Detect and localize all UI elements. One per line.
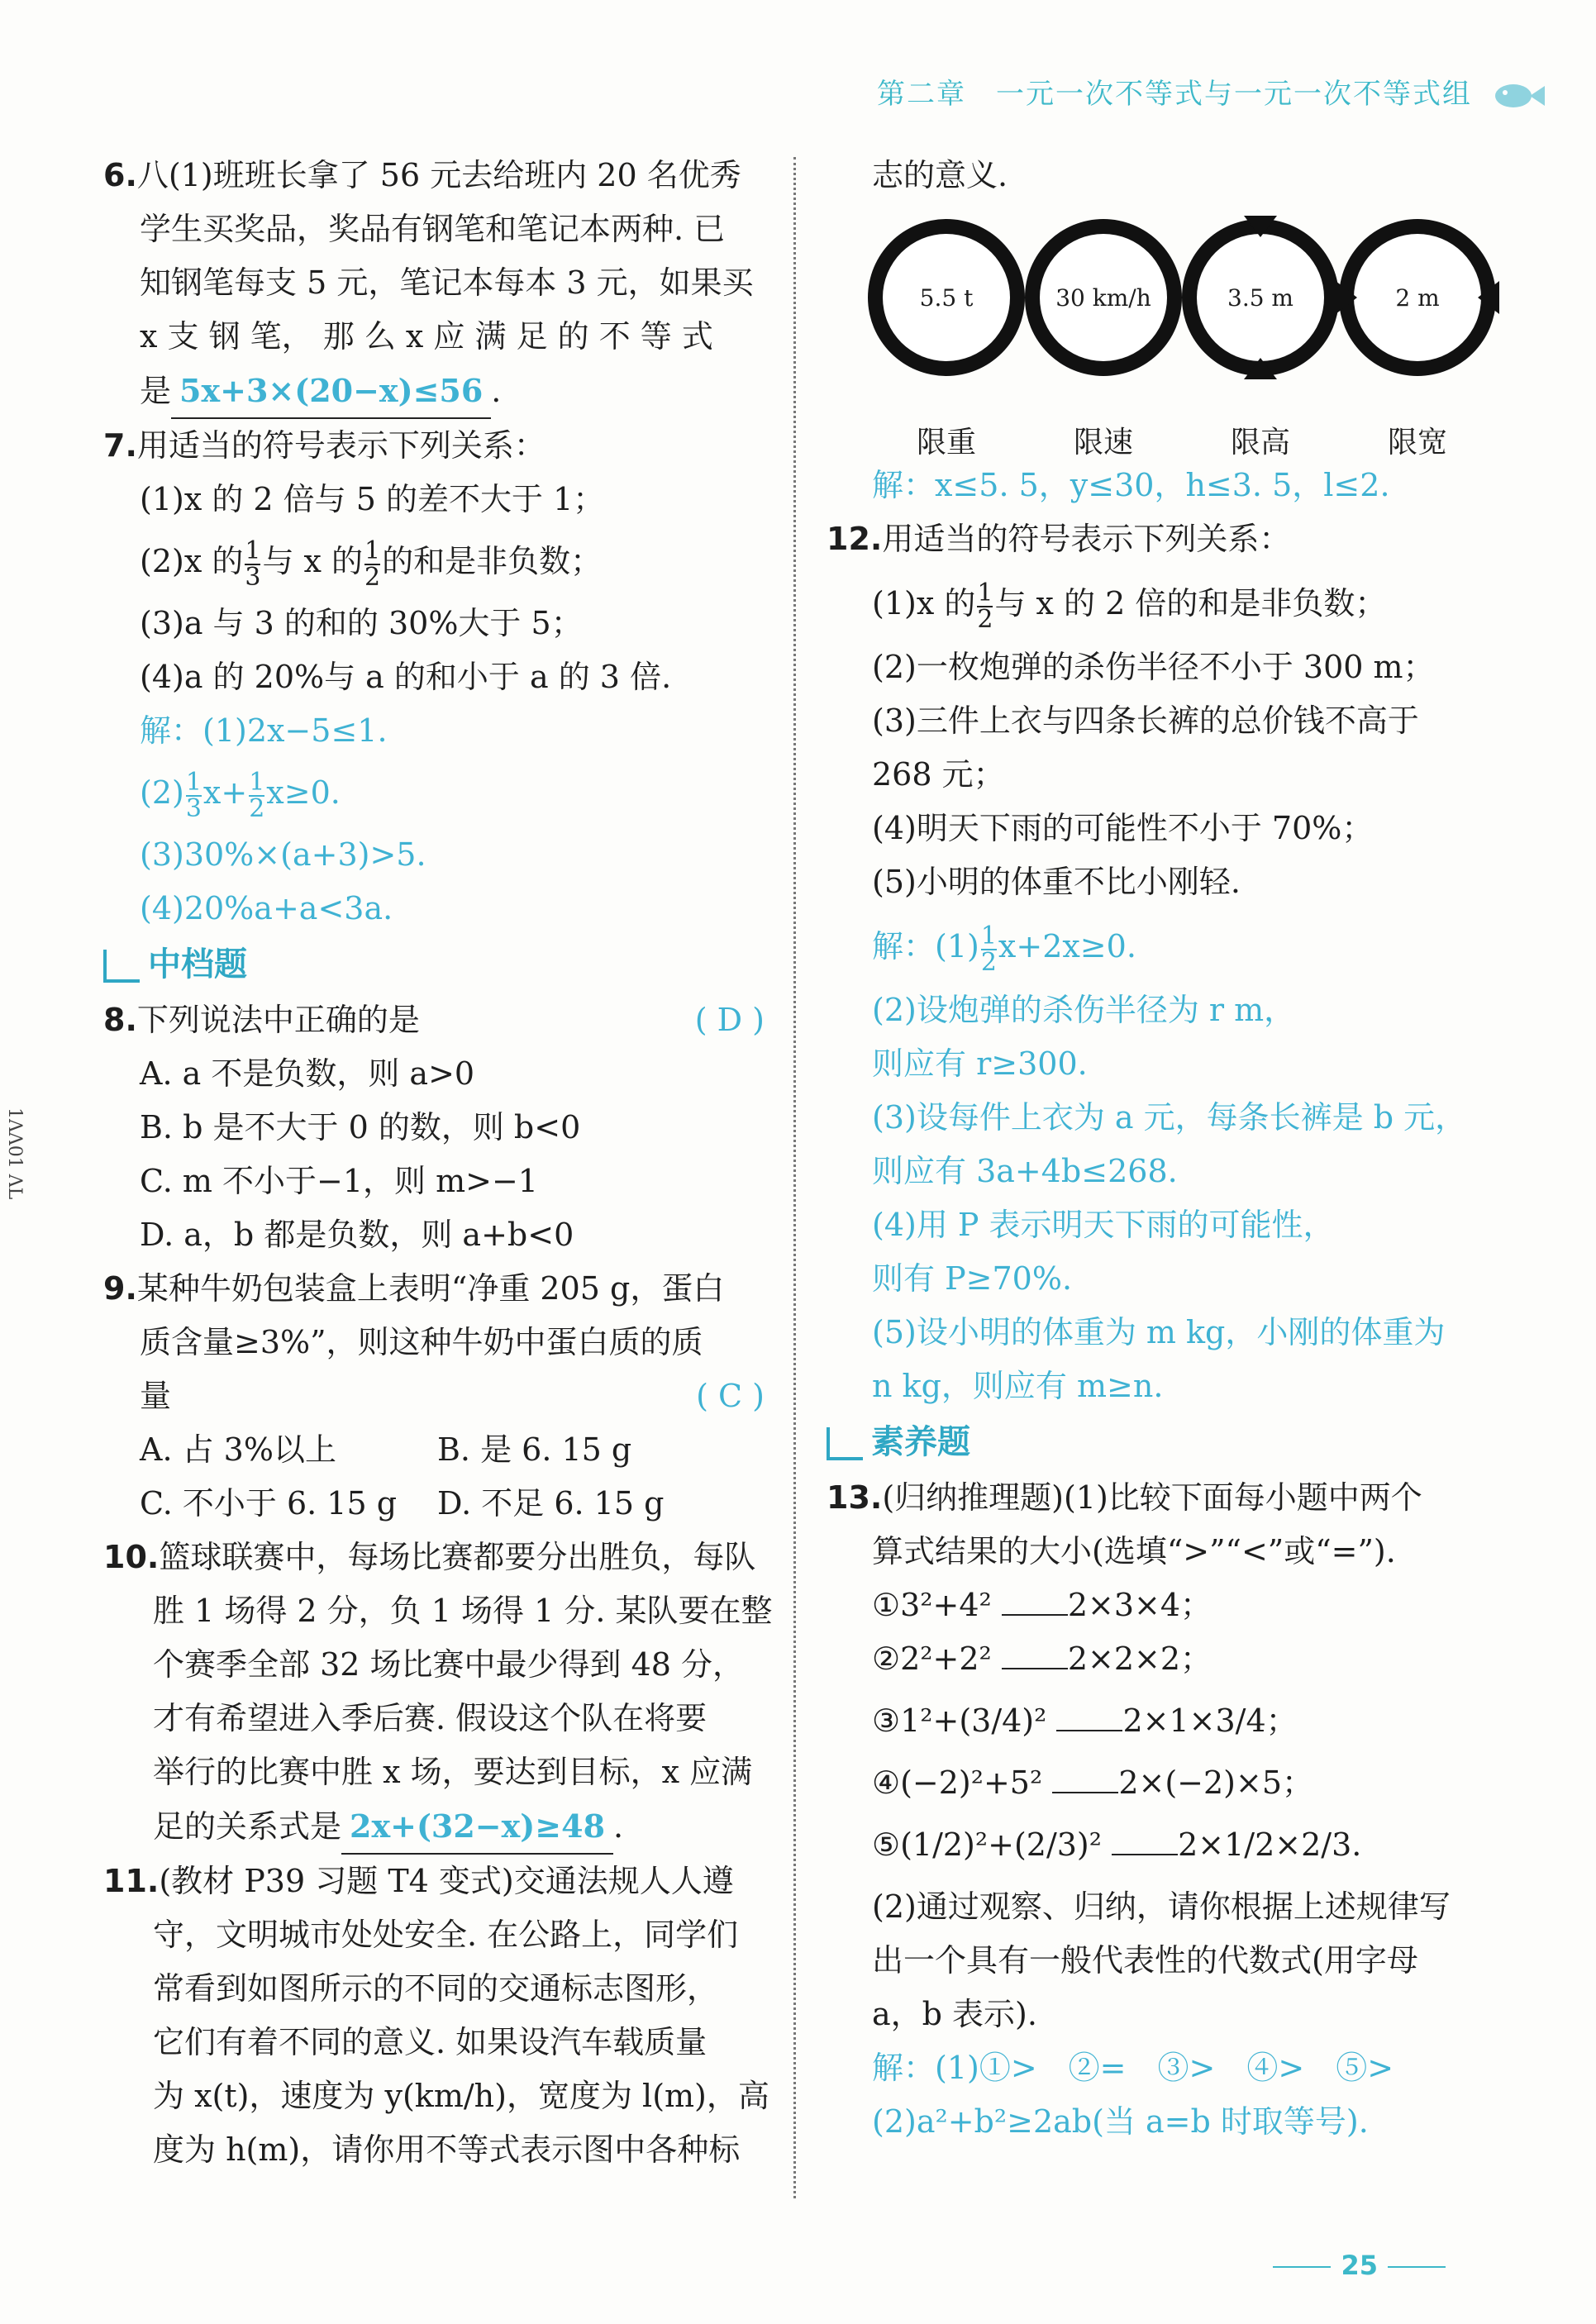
sign-caption: 限宽 (1387, 426, 1447, 460)
side-print-mark: 1ΛΛ01 ΛL (4, 1107, 25, 1200)
q12-sub: (3)三件上衣与四条长裤的总价钱不高于 (872, 702, 1419, 739)
q8-answer: ( D ) (694, 1002, 765, 1038)
q9-option: C. 不小于 6. 15 g (140, 1485, 398, 1522)
q7-sub: (1)x 的 2 倍与 5 的差不大于 1； (140, 481, 605, 517)
sign-text: 30 km/h (1040, 234, 1167, 361)
q13-solution: (2)a²+b²≥2ab(当 a=b 时取等号). (872, 2103, 1369, 2140)
q12-solution: n kg，则应有 m≥n. (872, 1368, 1164, 1404)
q11-number: 11. (103, 1863, 160, 1899)
q13-expr: ②2²+2² (872, 1641, 992, 1677)
q13-line: a，b 表示). (872, 1996, 1037, 2032)
q13-line: (归纳推理题)(1)比较下面每小题中两个 (882, 1479, 1422, 1516)
question-13 (827, 1471, 1488, 2149)
fraction: $\frac{1}{2}$ (980, 921, 997, 977)
q13-solution: 解：(1)①> ②= ③> ④> ⑤> (872, 2050, 1394, 2086)
question-11 (103, 1855, 769, 2177)
q12-solution: (4)用 P 表示明天下雨的可能性， (872, 1207, 1335, 1243)
section-heading-top (827, 1413, 1488, 1471)
q13-expr: ⑤(1/2)²+(2/3)² (872, 1826, 1102, 1863)
section-title: 中档题 (148, 945, 247, 983)
left-column (103, 149, 773, 2177)
q9-option: D. 不足 6. 15 g (437, 1485, 665, 1522)
q8-option: A. a 不是负数，则 a>0 (140, 1055, 475, 1092)
q13-expr: 2×2×2； (1067, 1641, 1212, 1677)
q7-solution: 解：(1)2x−5≤1. (140, 712, 388, 749)
q12-solution: (5)设小明的体重为 m kg，小刚的体重为 (872, 1314, 1446, 1350)
q12-sub: (4)明天下雨的可能性不小于 70%； (872, 810, 1374, 846)
q12-solution: 则应有 3a+4b≤268. (872, 1153, 1178, 1189)
q13-expr: 2×1×3/4； (1122, 1703, 1298, 1739)
q13-blank[interactable] (1056, 1730, 1122, 1731)
q10-line: 胜 1 场得 2 分，负 1 场得 1 分. 某队要在整 (153, 1593, 773, 1629)
q7-stem: 用适当的符号表示下列关系： (136, 427, 545, 464)
question-9 (103, 1262, 765, 1531)
triangle-marker-icon (1336, 281, 1357, 314)
column-divider (793, 157, 796, 2198)
q7-number: 7. (103, 427, 137, 464)
q9-line: 量 (140, 1378, 172, 1414)
q11-line: 守，文明城市处处安全. 在公路上，同学们 (153, 1917, 739, 1953)
q13-blank[interactable] (1002, 1668, 1068, 1669)
q9-answer: ( C ) (696, 1378, 765, 1414)
traffic-signs (827, 202, 1488, 459)
question-7 (103, 419, 765, 936)
pencil-icon (103, 950, 140, 983)
q9-option: B. 是 6. 15 g (437, 1431, 632, 1468)
q10-number: 10. (103, 1539, 160, 1575)
q11-line: (教材 P39 习题 T4 变式)交通法规人人遵 (159, 1863, 734, 1899)
q7-solution: x≥0. (266, 774, 341, 811)
q6-line: 是 (140, 373, 172, 409)
q13-blank[interactable] (1052, 1792, 1118, 1793)
page-number: 25 (1263, 2250, 1455, 2281)
sign-caption: 限高 (1230, 426, 1290, 460)
question-12 (827, 512, 1488, 1413)
q10-line: 篮球联赛中，每场比赛都要分出胜负，每队 (159, 1539, 756, 1575)
q8-option: B. b 是不大于 0 的数，则 b<0 (140, 1109, 581, 1145)
q7-sub: 的和是非负数； (382, 543, 603, 579)
q12-sub: 与 x 的 2 倍的和是非负数； (994, 585, 1387, 621)
q8-option: D. a，b 都是负数，则 a+b<0 (140, 1217, 574, 1253)
q11-line: 为 x(t)，速度为 y(km/h)，宽度为 l(m)，高 (153, 2078, 769, 2114)
question-10 (103, 1531, 773, 1855)
q10-period: . (613, 1808, 624, 1845)
q13-expr: 2×(−2)×5； (1118, 1764, 1314, 1801)
q13-line: 算式结果的大小(选填“>”“<”或“=”). (872, 1533, 1396, 1569)
q6-line: x 支 钢 笔， 那 么 x 应 满 足 的 不 等 式 (140, 318, 713, 355)
width-limit-sign (1339, 219, 1496, 376)
q9-line: 质含量≥3%”，则这种牛奶中蛋白质的质 (140, 1324, 703, 1360)
q11-line: 它们有着不同的意义. 如果设汽车载质量 (153, 2024, 707, 2060)
q7-sub: (4)a 的 20%与 a 的和小于 a 的 3 倍. (140, 659, 672, 695)
q13-expr: 2×3×4； (1067, 1587, 1212, 1623)
q8-stem: 下列说法中正确的是 (136, 1002, 420, 1038)
q9-line: 某种牛奶包装盒上表明“净重 205 g，蛋白 (136, 1270, 725, 1307)
sign-caption: 限速 (1073, 426, 1133, 460)
q12-solution: x+2x≥0. (998, 928, 1136, 964)
q7-solution: x+ (202, 774, 248, 811)
sign-text: 3.5 m (1197, 234, 1324, 361)
q13-line: (2)通过观察、归纳，请你根据上述规律写 (872, 1888, 1451, 1925)
sign-text: 2 m (1354, 234, 1481, 361)
chapter-header: 第二章 一元一次不等式与一元一次不等式组 (877, 78, 1472, 111)
q9-option: A. 占 3%以上 (140, 1431, 336, 1468)
q10-line: 举行的比赛中胜 x 场，要达到目标，x 应满 (153, 1754, 753, 1790)
q10-line: 个赛季全部 32 场比赛中最少得到 48 分， (153, 1646, 745, 1683)
q12-solution: (2)设炮弹的杀伤半径为 r m， (872, 992, 1296, 1028)
q10-line: 才有希望进入季后赛. 假设这个队在将要 (153, 1700, 707, 1736)
weight-limit-sign (868, 219, 1025, 376)
q13-expr: ③1²+(3/4)² (872, 1703, 1047, 1739)
q10-line: 足的关系式是 (153, 1808, 342, 1845)
fraction: $\frac{1}{2}$ (364, 536, 381, 592)
q13-blank[interactable] (1002, 1614, 1068, 1616)
q7-sub: 与 x 的 (262, 543, 364, 579)
q8-option: C. m 不小于−1，则 m>−1 (140, 1163, 538, 1199)
q7-solution: (2) (140, 774, 184, 811)
q12-solution: 解：(1) (872, 928, 979, 964)
q7-solution: (3)30%×(a+3)>5. (140, 836, 426, 873)
sign-text: 5.5 t (883, 234, 1010, 361)
section-title: 素养题 (871, 1423, 970, 1461)
q12-solution: 则有 P≥70%. (872, 1260, 1073, 1297)
fraction: $\frac{1}{2}$ (977, 578, 993, 634)
q6-number: 6. (103, 157, 137, 193)
q12-sub: (5)小明的体重不比小刚轻. (872, 864, 1241, 900)
q7-sub: (2)x 的 (140, 543, 244, 579)
q6-line: 学生买奖品，奖品有钢笔和笔记本两种. 已 (140, 211, 726, 247)
q7-sub: (3)a 与 3 的和的 30%大于 5； (140, 605, 583, 641)
q6-line: 八(1)班班长拿了 56 元去给班内 20 名优秀 (136, 157, 741, 193)
section-heading-mid (103, 936, 765, 993)
q11-line: 度为 h(m)，请你用不等式表示图中各种标 (153, 2131, 741, 2168)
sign-caption: 限重 (916, 426, 976, 460)
q13-expr: ①3²+4² (872, 1587, 992, 1623)
q13-expr: ④(−2)²+5² (872, 1764, 1043, 1801)
q12-solution: (3)设每件上衣为 a 元，每条长裤是 b 元， (872, 1099, 1467, 1136)
q13-line: 出一个具有一般代表性的代数式(用字母 (872, 1942, 1418, 1979)
fraction: $\frac{1}{2}$ (249, 767, 265, 823)
height-limit-sign (1182, 219, 1339, 376)
fish-logo-icon (1489, 71, 1546, 121)
q13-blank[interactable] (1112, 1854, 1178, 1855)
triangle-marker-icon (1478, 281, 1499, 314)
q9-number: 9. (103, 1270, 137, 1307)
q12-sub: 268 元； (872, 756, 1005, 793)
q11-solution: 解：x≤5. 5，y≤30，h≤3. 5，l≤2. (872, 467, 1390, 503)
q6-period: . (491, 373, 502, 409)
q11-continued: 志的意义. (872, 157, 1008, 193)
q12-stem: 用适当的符号表示下列关系： (882, 521, 1291, 557)
right-column (827, 149, 1488, 2149)
fraction: $\frac{1}{3}$ (245, 536, 261, 592)
triangle-marker-icon (1244, 358, 1277, 379)
question-6 (103, 149, 765, 419)
fraction: $\frac{1}{3}$ (185, 767, 202, 823)
triangle-marker-icon (1244, 216, 1277, 237)
q6-answer: 5x+3×(20−x)≤56 (171, 364, 491, 419)
q13-expr: 2×1/2×2/3. (1178, 1826, 1362, 1863)
q6-line: 知钢笔每支 5 元，笔记本每本 3 元，如果买 (140, 264, 754, 301)
q12-number: 12. (827, 521, 883, 557)
question-8 (103, 993, 765, 1262)
q12-solution: 则应有 r≥300. (872, 1045, 1088, 1082)
bars-icon (827, 1427, 863, 1460)
q13-number: 13. (827, 1479, 883, 1516)
q11-line: 常看到如图所示的不同的交通标志图形， (153, 1970, 719, 2007)
q10-answer: 2x+(32−x)≥48 (341, 1799, 613, 1855)
q12-sub: (2)一枚炮弹的杀伤半径不小于 300 m； (872, 649, 1435, 685)
q8-number: 8. (103, 1002, 137, 1038)
q7-solution: (4)20%a+a<3a. (140, 890, 393, 926)
speed-limit-sign (1025, 219, 1182, 376)
q12-sub: (1)x 的 (872, 585, 976, 621)
